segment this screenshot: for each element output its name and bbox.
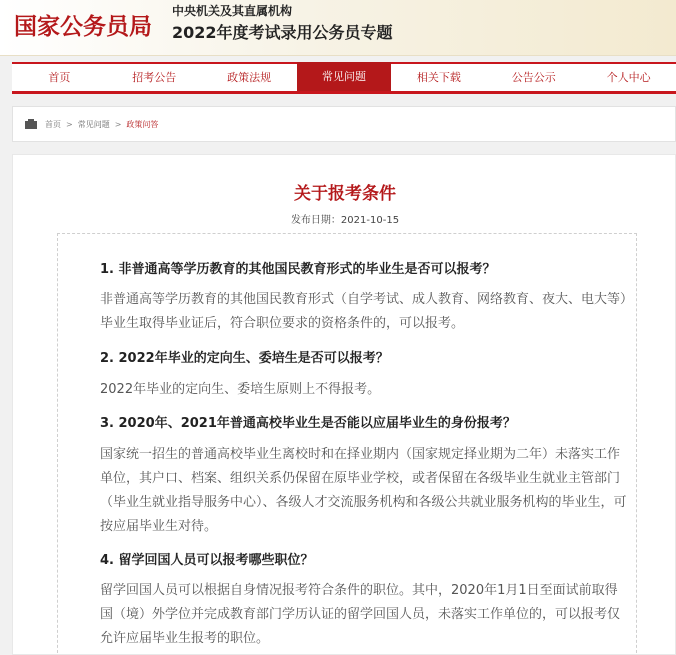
nav-item-home[interactable]: 首页 [48,71,71,84]
nav-item-faq[interactable]: 常见问题 [297,62,392,91]
nav-item-personal-center[interactable]: 个人中心 [606,71,651,84]
question-3: 3. 2020年、2021年普通高校毕业生是否能以应届毕业生的身份报考？ [100,416,516,431]
answer-2: 2022年毕业的定向生、委培生原则上不得报考。 [100,382,381,397]
header-subtitle-organization: 中央机关及其直属机构 [172,4,293,18]
main-nav [12,62,676,94]
question-2: 2. 2022年毕业的定向生、委培生是否可以报考？ [100,351,389,366]
nav-item-recruitment-notices[interactable]: 招考公告 [132,71,177,84]
breadcrumb-home-link[interactable]: 首页 [45,119,61,129]
article-container [12,154,676,655]
nav-item-policies[interactable]: 政策法规 [227,71,272,84]
breadcrumb-current[interactable]: 政策问答 [126,119,159,129]
breadcrumb-separator: > [114,119,122,129]
question-1: 1. 非普通高等学历教育的其他国民教育形式的毕业生是否可以报考？ [100,262,496,277]
home-icon [25,119,37,129]
question-4: 4. 留学回国人员可以报考哪些职位？ [100,553,314,568]
breadcrumb-faq-link[interactable]: 常见问题 [77,119,110,129]
answer-1: 非普通高等学历教育的其他国民教育形式（自学考试、成人教育、网络教育、夜大、电大等）毕业生取得毕业证后，符合职位要求的资格条件的，可以报考。 [100,292,627,331]
breadcrumb [12,106,676,142]
breadcrumb-separator: > [66,119,73,129]
header-subtitle-topic: 2022年度考试录用公务员专题 [172,23,393,42]
article-title: 关于报考条件 [294,184,396,204]
answer-3: 国家统一招生的普通高校毕业生离校时和在择业期内（国家规定择业期为二年）未落实工作单位，其户口、档案、组织关系仍保留在原毕业学校，或者保留在各级毕业生就业主管部门（毕业生就业指导服务中心）、各级人才交流服务机构和各级公共就业服务机构的毕业生，可按应届毕业生对待。 [100,447,627,534]
nav-item-downloads[interactable]: 相关下载 [416,71,461,84]
publish-date: 发布日期：2021-10-15 [290,215,400,226]
article-body [57,233,637,655]
site-logo-text[interactable]: 国家公务员局 [14,14,152,40]
site-header [0,0,676,56]
answer-4: 留学回国人员可以根据自身情况报考符合条件的职位。其中，2020年1月1日至面试前取得国（境）外学位并完成教育部门学历认证的留学回国人员，未落实工作单位的，可以报考仅允许应届毕业生报考的职位。 [100,583,621,646]
nav-item-announcements[interactable]: 公告公示 [511,71,556,84]
